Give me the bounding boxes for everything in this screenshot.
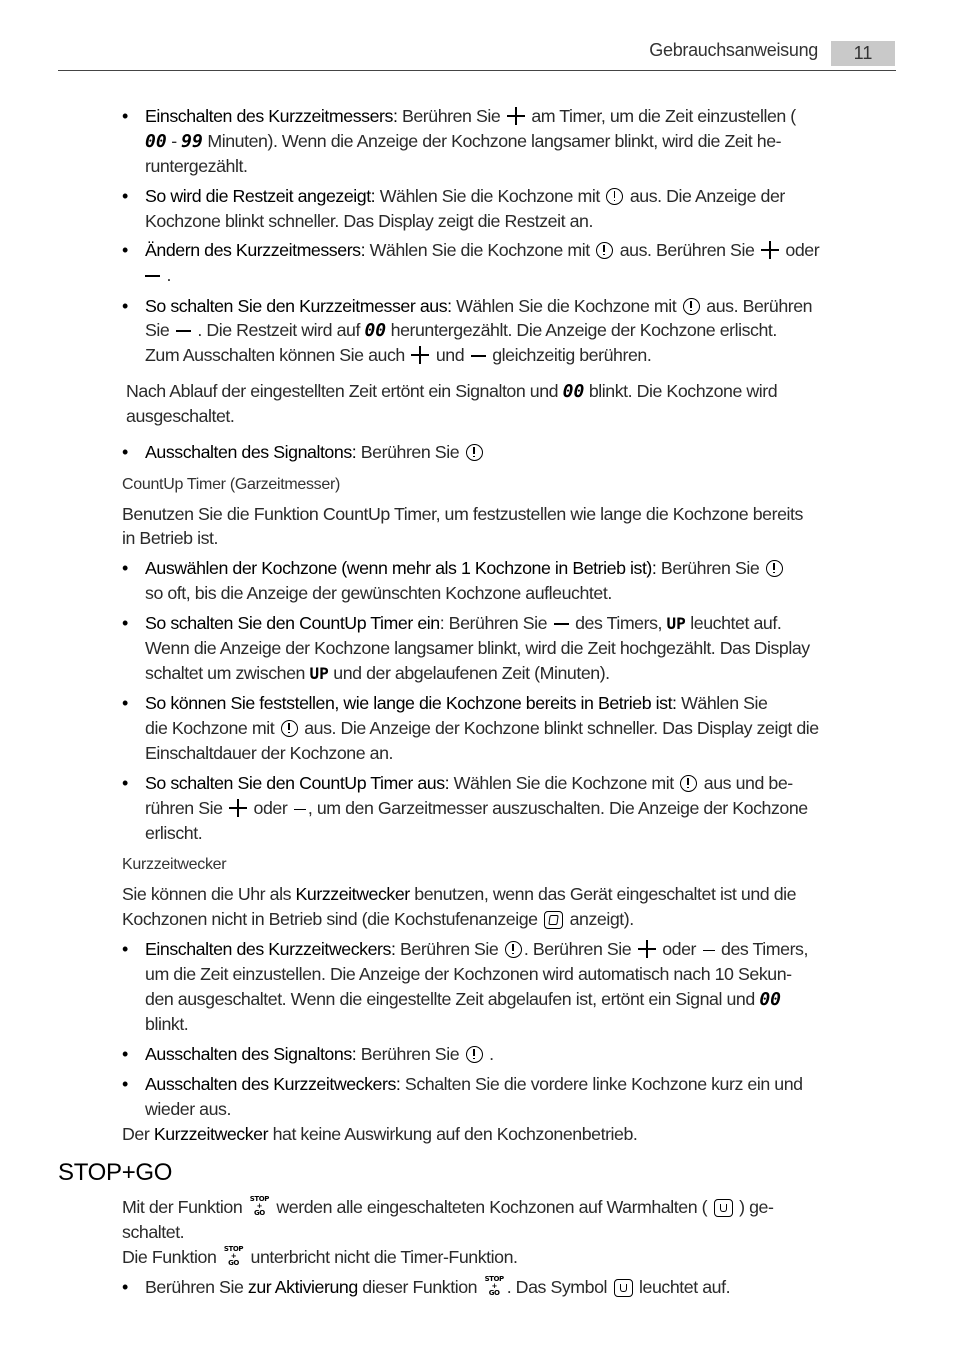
header-divider bbox=[58, 70, 896, 71]
minus-icon bbox=[145, 275, 160, 277]
bullet: • bbox=[122, 106, 129, 126]
timer-icon bbox=[281, 720, 298, 737]
text-line: So schalten Sie den CountUp Timer ein: Berühren Sie des Timers, UP leuchtet auf. bbox=[145, 611, 781, 636]
text-line: Die Funktion STOP + GO unterbricht nicht die Timer-Funktion. bbox=[122, 1245, 518, 1267]
timer-icon bbox=[606, 188, 623, 205]
text-line: 00 - 99 Minuten). Wenn die Anzeige der Kochzone langsamer blinkt, wird die Zeit he- bbox=[145, 131, 782, 152]
keep-warm-icon bbox=[614, 1279, 633, 1297]
cup-icon bbox=[620, 1284, 627, 1292]
text-line: Ändern des Kurzzeitmessers: Wählen Sie die Kochzone mit aus. Berühren Sie oder bbox=[145, 240, 820, 260]
text-line: Nach Ablauf der eingestellten Zeit ertönt ein Signalton und 00 blinkt. Die Kochzone wird bbox=[126, 381, 778, 402]
display-up-icon: UP bbox=[309, 664, 329, 683]
text-line: Sie . Die Restzeit wird auf 00 heruntergezählt. Die Anzeige der Kochzone erlischt. bbox=[145, 320, 777, 341]
stop-go-icon: STOP + GO bbox=[223, 1245, 244, 1267]
minus-icon bbox=[176, 330, 191, 332]
text-line: so oft, bis die Anzeige der gewünschten Kochzone aufleuchtet. bbox=[145, 583, 612, 603]
timer-icon bbox=[766, 560, 783, 577]
text-line: rühren Sie oder , um den Garzeitmesser auszuschalten. Die Anzeige der Kochzone bbox=[145, 798, 808, 818]
bullet: • bbox=[122, 939, 129, 959]
plus-icon bbox=[507, 107, 525, 125]
bullet: • bbox=[122, 773, 129, 793]
text-line: Zum Ausschalten können Sie auch und gleichzeitig berühren. bbox=[145, 345, 652, 365]
display-00-icon: 00 bbox=[759, 989, 781, 1010]
timer-icon bbox=[683, 298, 700, 315]
section-heading: CountUp Timer (Garzeitmesser) bbox=[122, 476, 341, 493]
header-title: Gebrauchsanweisung bbox=[649, 40, 818, 60]
display-00-icon: 00 bbox=[145, 131, 167, 152]
text-line: Mit der Funktion STOP + GO werden alle eingeschalteten Kochzonen auf Warmhalten ( ) ge- bbox=[122, 1195, 774, 1217]
text-line: Kochzone blinkt schneller. Das Display zeigt die Restzeit an. bbox=[145, 211, 593, 231]
minus-icon bbox=[471, 355, 486, 357]
bullet: • bbox=[122, 240, 129, 260]
display-zero-icon bbox=[544, 911, 563, 929]
text-line: Berühren Sie zur Aktivierung dieser Funktion STOP + GO . Das Symbol leuchtet auf. bbox=[145, 1275, 731, 1297]
plus-icon bbox=[411, 346, 429, 364]
display-00-icon: 00 bbox=[562, 381, 585, 402]
keep-warm-icon bbox=[714, 1199, 733, 1217]
minus-icon bbox=[554, 623, 569, 625]
text-line: So schalten Sie den CountUp Timer aus: Wählen Sie die Kochzone mit aus und be- bbox=[145, 773, 793, 793]
text-line: Auswählen der Kochzone (wenn mehr als 1 Kochzone in Betrieb ist): Berühren Sie bbox=[145, 556, 785, 581]
display-99-icon: 99 bbox=[181, 131, 203, 152]
text-line: Einschaltdauer der Kochzone an. bbox=[145, 743, 394, 763]
text-line: Benutzen Sie die Funktion CountUp Timer, um festzustellen wie lange die Kochzone bereits bbox=[122, 504, 803, 524]
text-line: wieder aus. bbox=[145, 1099, 231, 1119]
text-line: So können Sie feststellen, wie lange die Kochzone bereits in Betrieb ist: Wählen Sie bbox=[145, 693, 768, 713]
bullet: • bbox=[122, 613, 129, 633]
timer-icon bbox=[466, 1046, 483, 1063]
timer-icon bbox=[596, 242, 613, 259]
timer-icon bbox=[466, 444, 483, 461]
text-line: erlischt. bbox=[145, 823, 203, 843]
text-line: Wenn die Anzeige der Kochzone langsamer blinkt, wird die Zeit hochgezählt. Das Display bbox=[145, 638, 810, 658]
zero-digit-icon bbox=[548, 915, 558, 925]
bullet: • bbox=[122, 442, 129, 462]
bullet: • bbox=[122, 1044, 129, 1064]
display-up-icon: UP bbox=[666, 614, 686, 633]
timer-icon bbox=[680, 775, 697, 792]
text-line: schaltet um zwischen UP und der abgelaufenen Zeit (Minuten). bbox=[145, 661, 610, 686]
text-line: blinkt. bbox=[145, 1014, 189, 1034]
text-line: die Kochzone mit aus. Die Anzeige der Kochzone blinkt schneller. Das Display zeigt die bbox=[145, 718, 819, 738]
text-line: den ausgeschaltet. Wenn die eingestellte Zeit abgelaufen ist, ertönt ein Signal und 00 bbox=[145, 989, 781, 1010]
timer-icon bbox=[505, 941, 522, 958]
text-line: Ausschalten des Signaltons: Berühren Sie bbox=[145, 440, 485, 465]
plus-icon bbox=[761, 241, 779, 259]
section-title-stop-go: STOP+GO bbox=[58, 1159, 173, 1186]
text-line: So schalten Sie den Kurzzeitmesser aus: Wählen Sie die Kochzone mit aus. Berühren bbox=[145, 296, 813, 316]
plus-icon bbox=[638, 940, 656, 958]
text-line: . bbox=[145, 263, 171, 288]
bullet: • bbox=[122, 296, 129, 316]
text-line: Einschalten des Kurzzeitweckers: Berühren Sie . Berühren Sie oder des Timers, bbox=[145, 939, 808, 959]
cup-icon bbox=[720, 1204, 727, 1212]
bullet: • bbox=[122, 1074, 129, 1094]
plus-icon bbox=[229, 799, 247, 817]
stop-go-icon: STOP + GO bbox=[249, 1195, 269, 1217]
text-line: So wird die Restzeit angezeigt: Wählen Sie die Kochzone mit aus. Die Anzeige der bbox=[145, 186, 785, 206]
minus-icon bbox=[294, 809, 306, 810]
text-line: Ausschalten des Signaltons: Berühren Sie . bbox=[145, 1044, 494, 1064]
bullet: • bbox=[122, 558, 129, 578]
text-line: ausgeschaltet. bbox=[126, 406, 235, 426]
bullet: • bbox=[122, 693, 129, 713]
display-00-icon: 00 bbox=[364, 320, 387, 341]
text-line: schaltet. bbox=[122, 1222, 185, 1242]
minus-icon bbox=[703, 950, 715, 951]
text-line: um die Zeit einzustellen. Die Anzeige der Kochzonen wird automatisch nach 10 Sekun- bbox=[145, 964, 792, 984]
bullet: • bbox=[122, 186, 129, 206]
text-line: Kochzonen nicht in Betrieb sind (die Kochstufenanzeige anzeigt). bbox=[122, 909, 634, 929]
page-number: 11 bbox=[831, 41, 895, 66]
bullet: • bbox=[122, 1277, 129, 1297]
text-line: Einschalten des Kurzzeitmessers: Berühren Sie am Timer, um die Zeit einzustellen ( bbox=[145, 106, 796, 126]
text-line: Der Kurzzeitwecker hat keine Auswirkung auf den Kochzonenbetrieb. bbox=[122, 1124, 638, 1144]
text-line: Ausschalten des Kurzzeitweckers: Schalten Sie die vordere linke Kochzone kurz ein und bbox=[145, 1074, 803, 1094]
section-heading: Kurzzeitwecker bbox=[122, 856, 227, 873]
text-line: in Betrieb ist. bbox=[122, 528, 219, 548]
text-line: Sie können die Uhr als Kurzzeitwecker benutzen, wenn das Gerät eingeschaltet ist und die bbox=[122, 884, 797, 904]
text-line: runtergezählt. bbox=[145, 156, 248, 176]
stop-go-icon: STOP + GO bbox=[484, 1275, 504, 1297]
